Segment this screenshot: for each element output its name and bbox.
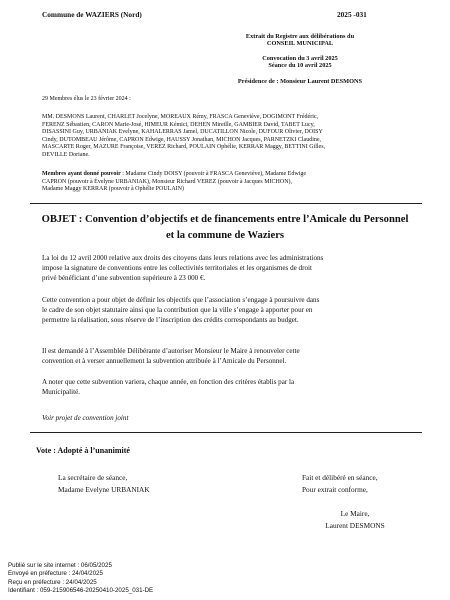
mayor-signature xyxy=(318,508,392,532)
present-line: MM. DESMONS Laurent, CHARLET Jocelyne, MOREAUX Rémy, FRASCA Geneviève, DOGIMONT Frédéric, xyxy=(42,114,319,120)
object-title-line-2: et la commune de Waziers xyxy=(165,230,285,241)
proxy-line xyxy=(42,171,414,179)
deliberation-reference: 2025 -031 xyxy=(337,10,367,19)
convocation-date: Convocation du 3 avril 2025 xyxy=(262,54,338,62)
extract-block xyxy=(150,33,450,85)
paragraph-2 xyxy=(42,296,412,325)
document-identifier: Identifiant : 059-215906546-20250410-2025_031-DE xyxy=(8,586,154,594)
paragraph-3 xyxy=(42,347,412,367)
paragraph-line: Cette convention a pour objet de définir les objectifs que l’association s’engage à poursuivre dans xyxy=(42,296,320,304)
present-line: Cindy, DUTOMBEAU Jérôme, CAPRON Edwige, HAUSSY Jonathan, MICHON Jacques, PARNETZKI Claudine, xyxy=(42,136,322,143)
secretary-name: Madame Evelyne URBANIAK xyxy=(58,485,150,494)
paragraph-line: privé bénéficiant d’une subvention supérieure à 23 000 €. xyxy=(42,273,206,282)
published-date: Publié sur le site internet : 06/05/2025 xyxy=(8,562,112,569)
paragraph-line: A noter que cette subvention variera, chaque année, en fonction des critères établis par la xyxy=(42,378,295,386)
proxy-members xyxy=(42,171,414,194)
paragraph-line: Il est demandé à l’Assemblée Délibérante d’autoriser Monsieur le Maire à renouveler cette xyxy=(42,347,300,355)
paragraph-4 xyxy=(42,378,412,398)
mayor-name: Laurent DESMONS xyxy=(325,521,385,530)
secretary-signature xyxy=(58,472,150,496)
commune-name: Commune de WAZIERS (Nord) xyxy=(42,10,142,19)
object-title xyxy=(30,212,420,244)
extract-line-2: CONSEIL MUNICIPAL xyxy=(266,40,334,48)
paragraph-line: permettre la réalisation, sous réserve de l’inscription des crédits correspondants au budget. xyxy=(42,315,299,324)
annex-note: Voir projet de convention joint xyxy=(42,414,129,422)
proxy-line-3: Madame Maggy KERRAR (pouvoir à Ophélie POULAIN) xyxy=(42,186,184,193)
presidency: Présidence de : Monsieur Laurent DESMONS xyxy=(237,77,363,85)
session-date: Séance du 10 avril 2025 xyxy=(268,62,332,70)
extract-line-1: Extrait du Registre aux délibérations du xyxy=(245,33,355,40)
extract-conform-label: Pour extrait conforme, xyxy=(302,485,368,494)
secretary-label: La secrétaire de séance, xyxy=(58,473,128,482)
present-line: DISASSINI Guy, URBANIAK Evelyne, KAHALERRAS Jamel, DUCATILLON Nicole, DUFOUR Olivier, DOISY xyxy=(42,129,323,136)
done-label: Fait et délibéré en séance, xyxy=(302,473,378,482)
members-count: 29 Membres élus le 23 février 2024 : xyxy=(42,96,131,102)
present-line: DEVILLE Doriane. xyxy=(42,151,90,158)
proxy-line-1: : Madame Cindy DOISY (pouvoir à FRASCA Geneviève), Madame Edwige xyxy=(120,171,306,177)
received-date: Reçu en préfecture : 24/04/2025 xyxy=(8,578,97,586)
done-in-session xyxy=(302,472,378,496)
paragraph-1 xyxy=(42,254,412,283)
present-members xyxy=(42,114,414,160)
transmission-footer xyxy=(8,562,153,595)
divider xyxy=(30,432,422,433)
proxy-line-2: CAPRON (pouvoir à Évelyne URBANIAK), Monsieur Richard VEREZ (pouvoir à Jacques MICHON), xyxy=(42,178,293,185)
object-title-line-1: OBJET : Convention d’objectifs et de financements entre l’Amicale du Personnel xyxy=(41,214,409,225)
present-line: FERENZ Sébastien, CARON Marie-José, HIMEUR Kémici, DEHEN Mireille, GAMBIER David, TABET Lucy, xyxy=(42,121,315,128)
paragraph-line: La loi du 12 avril 2000 relative aux droits des citoyens dans leurs relations avec les administrations xyxy=(42,254,324,262)
paragraph-line: le cadre de son objet statutaire ainsi que la contribution que la ville s’engage à apporter pour en xyxy=(42,305,313,314)
proxy-label: Membres ayant donné pouvoir xyxy=(42,171,121,177)
divider xyxy=(30,203,422,204)
sent-date: Envoyé en préfecture : 24/04/2025 xyxy=(8,570,103,578)
paragraph-line: impose la signature de conventions entre les collectivités territoriales et les organismes de droit xyxy=(42,263,312,272)
vote-result: Vote : Adopté à l’unanimité xyxy=(36,446,130,455)
mayor-label: Le Maire, xyxy=(340,509,370,518)
present-line: MASCARTE Roger, MAZURE Françoise, VEREZ Richard, POULAIN Ophélie, KERRAR Maggy, BETTINI Gilles, xyxy=(42,144,326,151)
paragraph-line: convention et à verser annuellement la subvention attribuée à l’Amicale du Personnel. xyxy=(42,356,287,365)
paragraph-line: Municipalité. xyxy=(42,387,81,396)
